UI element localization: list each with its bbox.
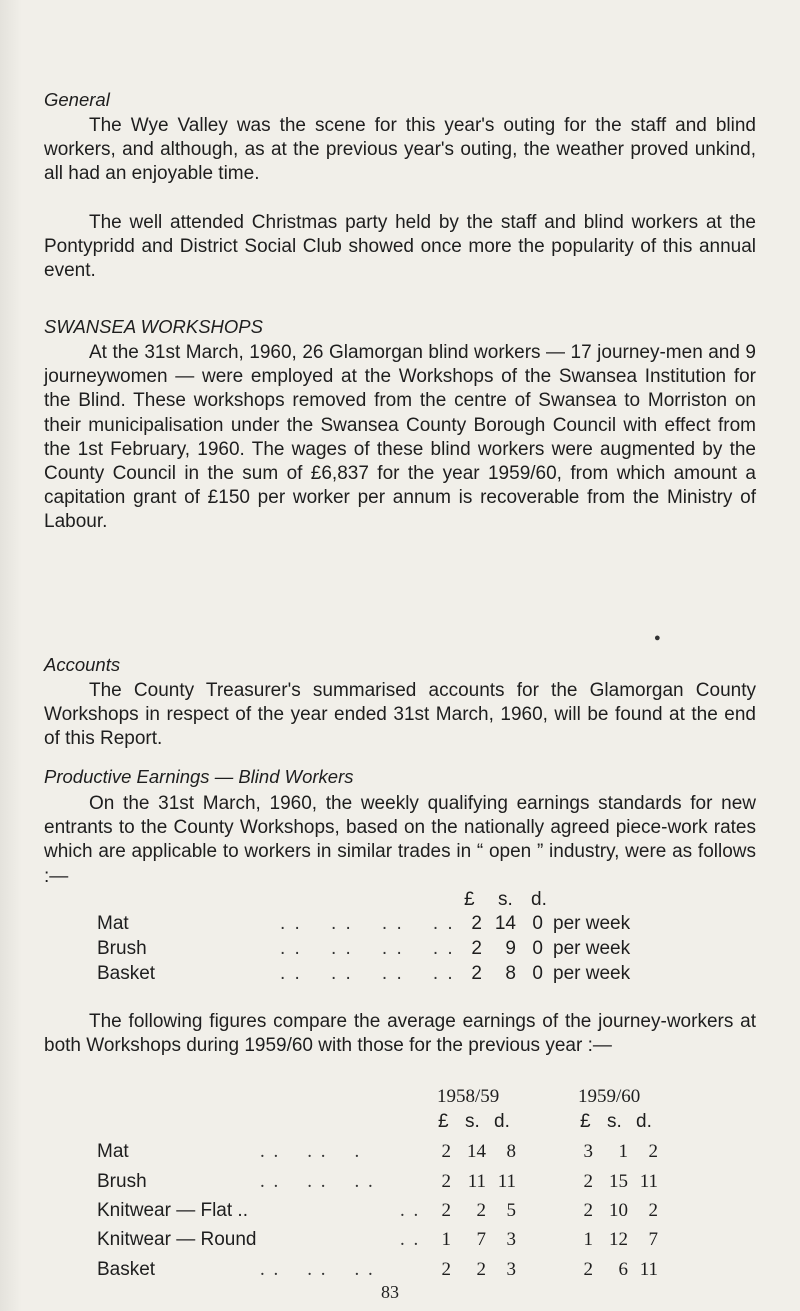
productive-para: On the 31st March, 1960, the weekly qualifying earnings standards for new entrants to the County Workshops, based on the nationally agreed piece-work rates which are applicable to workers in similar trades in “ open ” industry, were as follows :— xyxy=(44,793,756,887)
swansea-heading: SWANSEA WORKSHOPS xyxy=(44,316,263,337)
general-heading: General xyxy=(44,89,110,110)
swansea-para: At the 31st March, 1960, 26 Glamorgan blind workers — 17 journey-men and 9 journeywomen — were employed at the Workshops of the Swansea Institution for the Blind. These workshops removed from the centre of Swansea to Morriston on their municipalisation under the Swansea County Borough Council with effect from the 1st February, 1960. The wages of these blind workers were augmented by the County Council in the sum of £6,837 for the year 1959/60, from which amount a capitation grant of £150 per worker per annum is recoverable from the Ministry of Labour. xyxy=(44,342,756,533)
productive-heading: Productive Earnings — Blind Workers xyxy=(44,766,354,787)
document-page: General The Wye Valley was the scene for this year's outing for the staff and blind workers, and although, as at the previous year's outing, the weather proved unkind, all had an enjoyable time. The well attended Christmas party held by the staff and blind workers at the Pontypridd and District Social Club showed once more the popularity of this annual event. SWANSEA WORKSHOPS At the 31st March, 1960, 26 Glamorgan blind workers — 17 journey-men and 9 journeywomen — were employed at the Workshops of the Swansea Institution for the Blind. These workshops removed from the centre of Swansea to Morriston on their municipalisation under the Swansea County Borough Council with effect from the 1st February, 1960. The wages of these blind workers were augmented by the County Council in the sum of £6,837 for the year 1959/60, from which amount a capitation grant of £150 per worker per annum is recoverable from the Ministry of Labour. ● Accounts The County Treasurer's summarised accounts for the Glamorgan County Workshops in respect of the year ended 31st March, 1960, will be found at the end of this Report. Productive Earnings — Blind Workers On the 31st March, 1960, the weekly qualifying earnings standards for new entrants to the County Workshops, based on the nationally agreed piece-work rates which are applicable to workers in similar trades in “ open ” industry, were as follows :— £ s. d. Mat . . . . . . . . 2 14 0 per week Brush . . . . . . . . 2 9 0 per week Basket . . . . . . . . 2 8 0 per week The following figures compare the average earnings of the journey-workers at both Workshops during 1959/60 with those for the previous year :— 1958/59 1959/60 £ s. d. £ s. d. Mat . . . . . 2 14 8 3 1 2 Brush . . . . . . 2 11 11 2 15 11 Knitwear — Flat .. . . 2 2 5 2 10 2 Knitwear — Round . . 1 7 3 1 12 7 Basket . . . . . . 2 2 3 2 6 11 83 xyxy=(0,0,800,1311)
page-number: 83 xyxy=(381,1282,399,1302)
accounts-heading: Accounts xyxy=(44,654,121,675)
bullet-mark: ● xyxy=(654,632,661,644)
accounts-para: The County Treasurer's summarised accounts for the Glamorgan County Workshops in respect of the year ended 31st March, 1960, will be found at the end of this Report. xyxy=(44,680,756,750)
general-para-2: The well attended Christmas party held by the staff and blind workers at the Pontypridd and District Social Club showed once more the popularity of this annual event. xyxy=(44,212,756,282)
page-edge-shadow xyxy=(0,0,22,1311)
general-para-1: The Wye Valley was the scene for this year's outing for the staff and blind workers, and although, as at the previous year's outing, the weather proved unkind, all had an enjoyable time. xyxy=(44,115,756,185)
comparison-para: The following figures compare the average earnings of the journey-workers at both Workshops during 1959/60 with those for the previous year :— xyxy=(44,1011,756,1057)
